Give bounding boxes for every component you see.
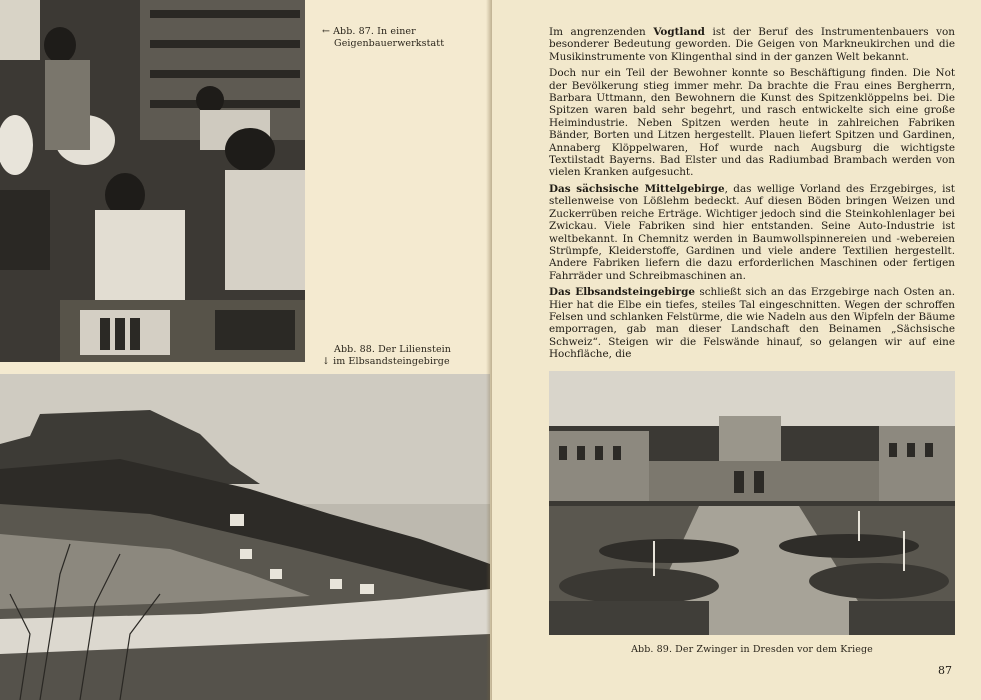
paragraph-elbsandstein	[549, 286, 955, 360]
paragraph-spitzen: Doch nur ein Teil der Bewohner konnte so Beschäftigung finden. Die Not der Bevölkerung stieg immer mehr. Da brachte die Frau eines Bergherrn, Barbara Uttmann, den Bewohnern die Kunst des Spitzenklöppelns bei. Die Spitzen waren bald sehr begehrt, und rasch entwickelte sich eine große Heimindustrie. Neben Spitzen werden heute in zahlreichen Fabriken Bänder, Borten und Litzen hergestellt. Plauen liefert Spitzen und Gardinen, Annaberg Klöppelwaren, Hof wurde nach Augsburg die wichtigste Textilstadt Bayerns. Bad Elster und das Radiumbad Brambach werden von vielen Kranken aufgesucht.	[549, 67, 955, 179]
p3-bold-mittelgebirge: Das sächsische Mittelgebirge	[549, 182, 725, 195]
photo-zwinger-dresden	[549, 371, 955, 635]
p4-text: schließt sich an das Erzgebirge nach Osten an. Hier hat die Elbe ein tiefes, steiles Tal eingeschnitten. Wegen der schroffen Felsen und schlanken Felstürme, die wie Nadeln aus den Wipfeln der Bäume emporragen, gab man dieser Landschaft den Beinamen „Sächsische Schweiz“. Steigen wir die Felswände hinauf, so gelangen wir auf eine Hochfläche, die	[549, 286, 955, 361]
caption-abb89: Abb. 89. Der Zwinger in Dresden vor dem Kriege	[631, 644, 873, 655]
arrow-down-icon: ↓	[322, 356, 331, 367]
paragraph-vogtland	[549, 26, 955, 63]
caption-abb87	[322, 26, 482, 50]
p3-text: , das wellige Vorland des Erzgebirges, ist stellenweise von Lößlehm bedeckt. Auf diesen Böden bringen Weizen und Zuckerrüben reiche Erträge. Wichtiger jedoch sind die Steinkohlenlager bei Zwickau. Viele Fabriken sind hier entstanden. Seine Auto-Industrie ist weltbekannt. In Chemnitz werden in Baumwollspinnereien und -webereien Strümpfe, Kleiderstoffe, Gardinen und viele andere Textilien hergestellt. Andere Fabriken liefern die dazu erforderlichen Maschinen oder fertigen Fahrräder und Schreibmaschinen an.	[549, 182, 955, 282]
workshop-illustration	[0, 0, 305, 362]
zwinger-illustration	[549, 371, 955, 635]
caption-abb87-line2: Geigenbauerwerkstatt	[334, 38, 445, 49]
paragraph-mittelgebirge	[549, 183, 955, 282]
page-number: 87	[938, 664, 952, 677]
p1-text-c: ist der Beruf des Instrumentenbauers von besonderer Bedeutung geworden. Die Geigen von Markneukirchen und die Musikinstrumente von Klingenthal sind in der ganzen Welt bekannt.	[549, 26, 955, 63]
caption-abb88	[322, 344, 482, 368]
body-text	[549, 26, 955, 365]
caption-abb87-line1: Abb. 87. In einer	[333, 26, 416, 37]
p1-text-a: Im angrenzenden	[549, 26, 654, 38]
lilienstein-illustration	[0, 374, 490, 700]
photo-violin-workshop	[0, 0, 305, 362]
p4-bold-elbsandstein: Das Elbsandsteingebirge	[549, 286, 696, 299]
caption-abb88-line2: im Elbsandsteingebirge	[333, 356, 450, 367]
p1-bold-vogtland: Vogtland	[653, 26, 705, 38]
caption-abb88-line1: Abb. 88. Der Lilienstein	[334, 344, 452, 355]
arrow-left-icon: ←	[322, 26, 331, 37]
photo-lilienstein	[0, 374, 490, 700]
